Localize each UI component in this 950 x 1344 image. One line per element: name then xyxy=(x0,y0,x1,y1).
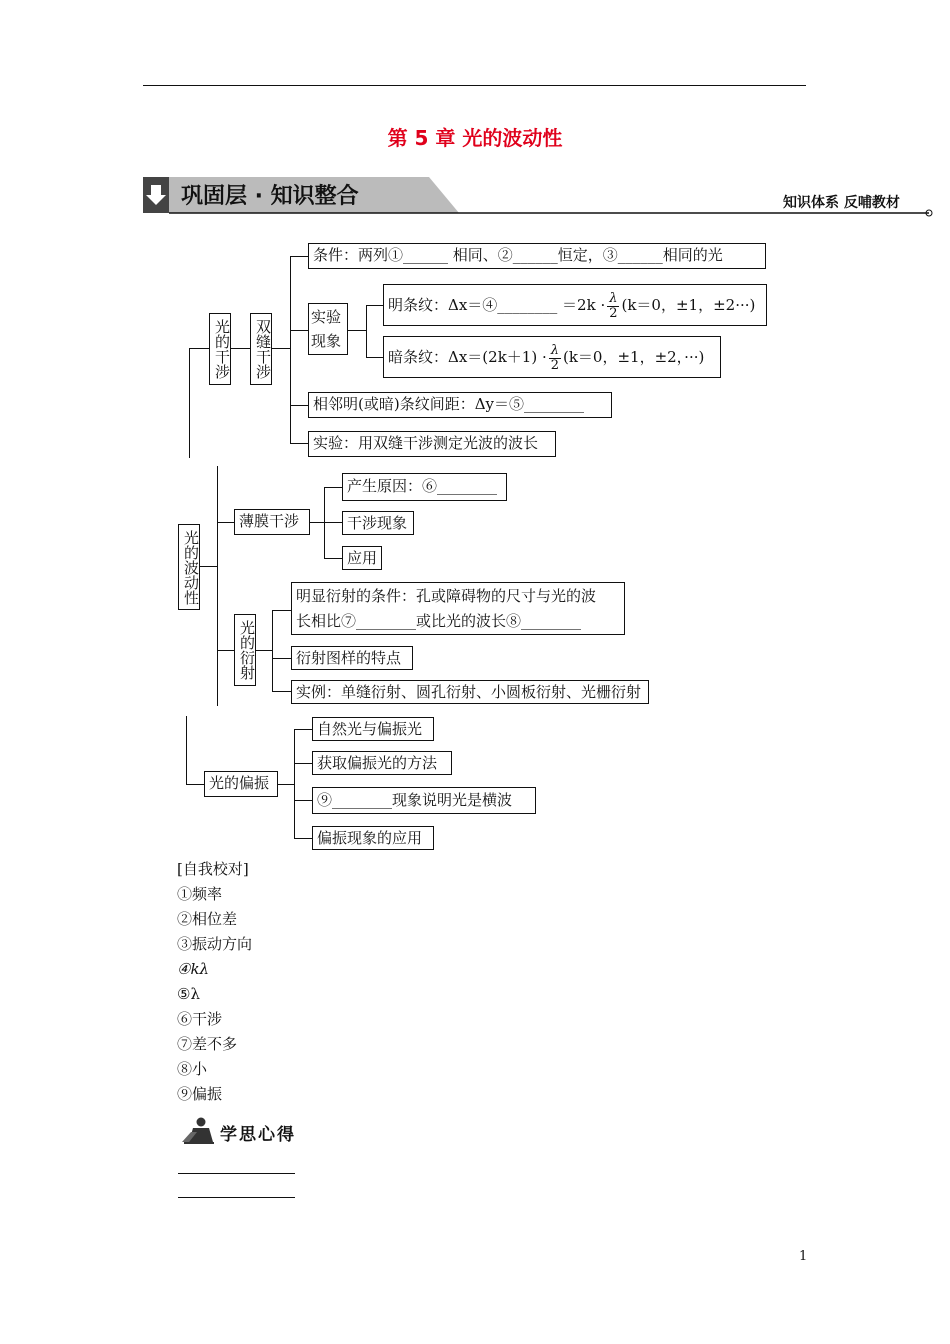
diff-condition-box xyxy=(291,582,625,635)
fraction xyxy=(549,344,561,373)
top-rule xyxy=(143,85,806,86)
answer-item: ⑤λ xyxy=(177,985,200,1003)
trunk-line xyxy=(189,348,190,458)
page-number: 1 xyxy=(799,1249,808,1264)
answer-item: ②相位差 xyxy=(177,910,238,928)
connector xyxy=(290,256,291,444)
answer-item: ⑨偏振 xyxy=(177,1085,223,1103)
section-banner xyxy=(143,175,935,217)
connector xyxy=(310,522,324,523)
pol-method-box: 获取偏振光的方法 xyxy=(312,751,452,775)
pol-proof-box: ⑨________现象说明光是横波 xyxy=(312,787,536,814)
diff-condition-line1: 明显衍射的条件：孔或障碍物的尺寸与光的波 xyxy=(296,587,597,605)
double-slit-node: 双缝干涉 xyxy=(250,313,272,385)
connector xyxy=(290,443,308,444)
dark-fringe-tail: (k＝0，±1，±2，···) xyxy=(562,348,705,366)
trunk-line xyxy=(189,348,209,349)
connector xyxy=(324,522,342,523)
reader-icon xyxy=(180,1116,216,1144)
connector xyxy=(348,330,366,331)
fraction-numerator: λ xyxy=(609,290,618,306)
diff-examples-box: 实例：单缝衍射、圆孔衍射、小圆板衍射、光栅衍射 xyxy=(291,680,649,704)
bright-fringe-tail: (k＝0，±1，±2···) xyxy=(621,296,756,314)
answer-item: ③振动方向 xyxy=(177,935,253,953)
trunk-line xyxy=(186,784,204,785)
polarization-node: 光的偏振 xyxy=(204,771,278,797)
connector xyxy=(256,650,272,651)
answer-item: ④kλ xyxy=(177,960,210,978)
connector xyxy=(217,650,234,651)
connector xyxy=(290,405,308,406)
diff-pattern-box: 衍射图样的特点 xyxy=(291,646,413,670)
banner-title: 巩固层 · 知识整合 xyxy=(181,184,359,209)
answer-item: ⑧小 xyxy=(177,1060,208,1078)
interference-node: 光的干涉 xyxy=(209,313,231,385)
film-phenomenon-box: 干涉现象 xyxy=(342,511,414,535)
answer-item: ⑥干涉 xyxy=(177,1010,223,1028)
connector xyxy=(294,729,312,730)
connector xyxy=(294,838,312,839)
connector xyxy=(294,729,295,838)
bright-fringe-box xyxy=(383,284,767,326)
connector xyxy=(278,784,294,785)
experiment-box: 实验：用双缝干涉测定光波的波长 xyxy=(308,431,556,457)
fraction-denominator: 2 xyxy=(550,357,559,373)
connector xyxy=(294,763,312,764)
connector xyxy=(294,800,312,801)
connector xyxy=(366,357,383,358)
connector xyxy=(290,330,308,331)
connector xyxy=(290,256,308,257)
fraction-numerator: λ xyxy=(550,342,559,358)
fraction-denominator: 2 xyxy=(609,305,618,321)
condition-box: 条件：两列①______ 相同、②______恒定，③______相同的光 xyxy=(308,243,766,269)
connector xyxy=(366,305,383,306)
dark-fringe-box xyxy=(383,336,721,378)
writing-line xyxy=(178,1173,295,1174)
phenomenon-label: 实验现象 xyxy=(311,308,342,350)
phenomenon-box xyxy=(308,303,348,355)
connector xyxy=(324,558,342,559)
pol-natural-box: 自然光与偏振光 xyxy=(312,717,434,741)
connector xyxy=(272,691,291,692)
trunk-line xyxy=(186,716,187,784)
connector xyxy=(217,522,234,523)
diffraction-node: 光的衍射 xyxy=(234,614,256,686)
spacing-box: 相邻明(或暗)条纹间距：Δy＝⑤________ xyxy=(308,392,612,418)
writing-line xyxy=(178,1197,295,1198)
film-application-box: 应用 xyxy=(342,546,382,570)
trunk-line xyxy=(200,566,217,567)
answer-item: ①频率 xyxy=(177,885,223,903)
bright-fringe-text: 明条纹：Δx＝④________ ＝2k · xyxy=(388,296,606,314)
self-check-list xyxy=(177,857,252,1107)
film-cause-box: 产生原因：⑥________ xyxy=(342,473,507,501)
banner-right: 知识体系 反哺教材 xyxy=(783,195,900,211)
chapter-title: 第 5 章 光的波动性 xyxy=(387,126,563,150)
dark-fringe-text: 暗条纹：Δx＝(2k＋1) · xyxy=(388,348,547,366)
connector xyxy=(272,610,291,611)
connector xyxy=(272,658,291,659)
connector xyxy=(272,610,273,691)
reflection-title: 学思心得 xyxy=(220,1125,296,1145)
connector xyxy=(272,348,290,349)
thin-film-node: 薄膜干涉 xyxy=(234,509,310,535)
fraction xyxy=(607,292,619,321)
root-node: 光的波动性 xyxy=(178,524,200,610)
answer-item: ⑦差不多 xyxy=(177,1035,238,1053)
self-check-header: [自我校对] xyxy=(177,860,249,878)
trunk-line xyxy=(217,466,218,706)
pol-application-box: 偏振现象的应用 xyxy=(312,826,434,850)
diff-condition-line2: 长相比⑦________或比光的波长⑧________ xyxy=(296,612,582,630)
connector xyxy=(366,305,367,357)
connector xyxy=(324,487,342,488)
connector xyxy=(231,348,250,349)
